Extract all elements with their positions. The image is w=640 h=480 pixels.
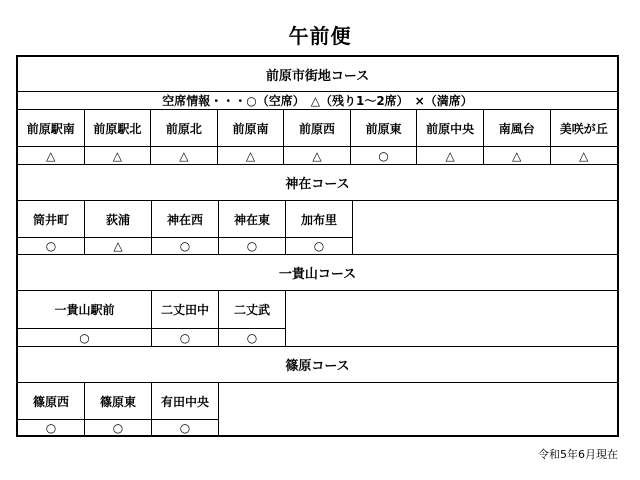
seat-status: ○: [219, 238, 286, 254]
section-header-3: 一貴山コース: [18, 254, 617, 290]
stop-name: 前原北: [151, 110, 218, 146]
status-row-3: [18, 328, 617, 346]
stop-name: 美咲が丘: [559, 121, 608, 136]
seat-status: ○: [152, 420, 219, 435]
page-title: 午前便: [288, 24, 352, 48]
stop-name: 筒井町: [18, 201, 85, 237]
stop-name: 前原駅南: [18, 110, 85, 146]
seat-status: ○: [18, 420, 85, 435]
stop-name: 有田中央: [152, 383, 219, 419]
seat-status: ○: [219, 329, 286, 346]
stop-name: 南風台: [484, 110, 551, 146]
seat-status: △: [85, 147, 152, 164]
stop-name: 加布里: [286, 201, 353, 237]
seat-status: △: [284, 147, 351, 164]
empty-cell: [219, 383, 617, 419]
seat-status: ○: [351, 147, 418, 164]
seat-status: △: [85, 238, 152, 254]
stop-name: 前原東: [351, 110, 418, 146]
status-row-1: [18, 146, 617, 164]
empty-cell: [286, 291, 617, 328]
status-row-2: [18, 237, 617, 254]
stops-row-2: [18, 200, 617, 237]
section-header-1: 前原市街地コース: [265, 68, 370, 84]
stop-name: 一貴山駅前: [18, 291, 152, 328]
seat-status: △: [417, 147, 484, 164]
seat-status: △: [218, 147, 285, 164]
section-header-4: 篠原コース: [18, 346, 617, 382]
stop-name: 前原中央: [417, 110, 484, 146]
stops-row-4: [18, 382, 617, 419]
seat-status: △: [151, 147, 218, 164]
section-header-2: 神在コース: [18, 164, 617, 200]
stop-name: 前原南: [218, 110, 285, 146]
seat-status: △: [18, 147, 85, 164]
stop-name: 二丈田中: [152, 291, 219, 328]
seat-status: △: [484, 147, 551, 164]
seat-status: ○: [85, 420, 152, 435]
stop-name: 二丈武: [219, 291, 286, 328]
seat-status: ○: [18, 329, 152, 346]
seat-status: ○: [152, 238, 219, 254]
seat-status: ○: [286, 238, 353, 254]
stops-row-1: [18, 109, 617, 146]
stop-name: 荻浦: [85, 201, 152, 237]
seat-status: ○: [18, 238, 85, 254]
seat-table: [16, 55, 619, 437]
stop-name: 篠原東: [85, 383, 152, 419]
legend: 空席情報・・・○（空席） △（残り1～2席） ×（満席）: [18, 91, 617, 109]
stops-row-3: [18, 290, 617, 328]
as-of-date: 令和5年6月現在: [538, 448, 618, 461]
stop-name: 神在東: [219, 201, 286, 237]
empty-cell: [353, 201, 617, 237]
stop-name: 前原駅北: [85, 110, 152, 146]
seat-status: △: [579, 148, 589, 163]
stop-name: 前原西: [284, 110, 351, 146]
stop-name: 篠原西: [18, 383, 85, 419]
seat-status: ○: [152, 329, 219, 346]
status-row-4: [18, 419, 617, 435]
stop-name: 神在西: [152, 201, 219, 237]
